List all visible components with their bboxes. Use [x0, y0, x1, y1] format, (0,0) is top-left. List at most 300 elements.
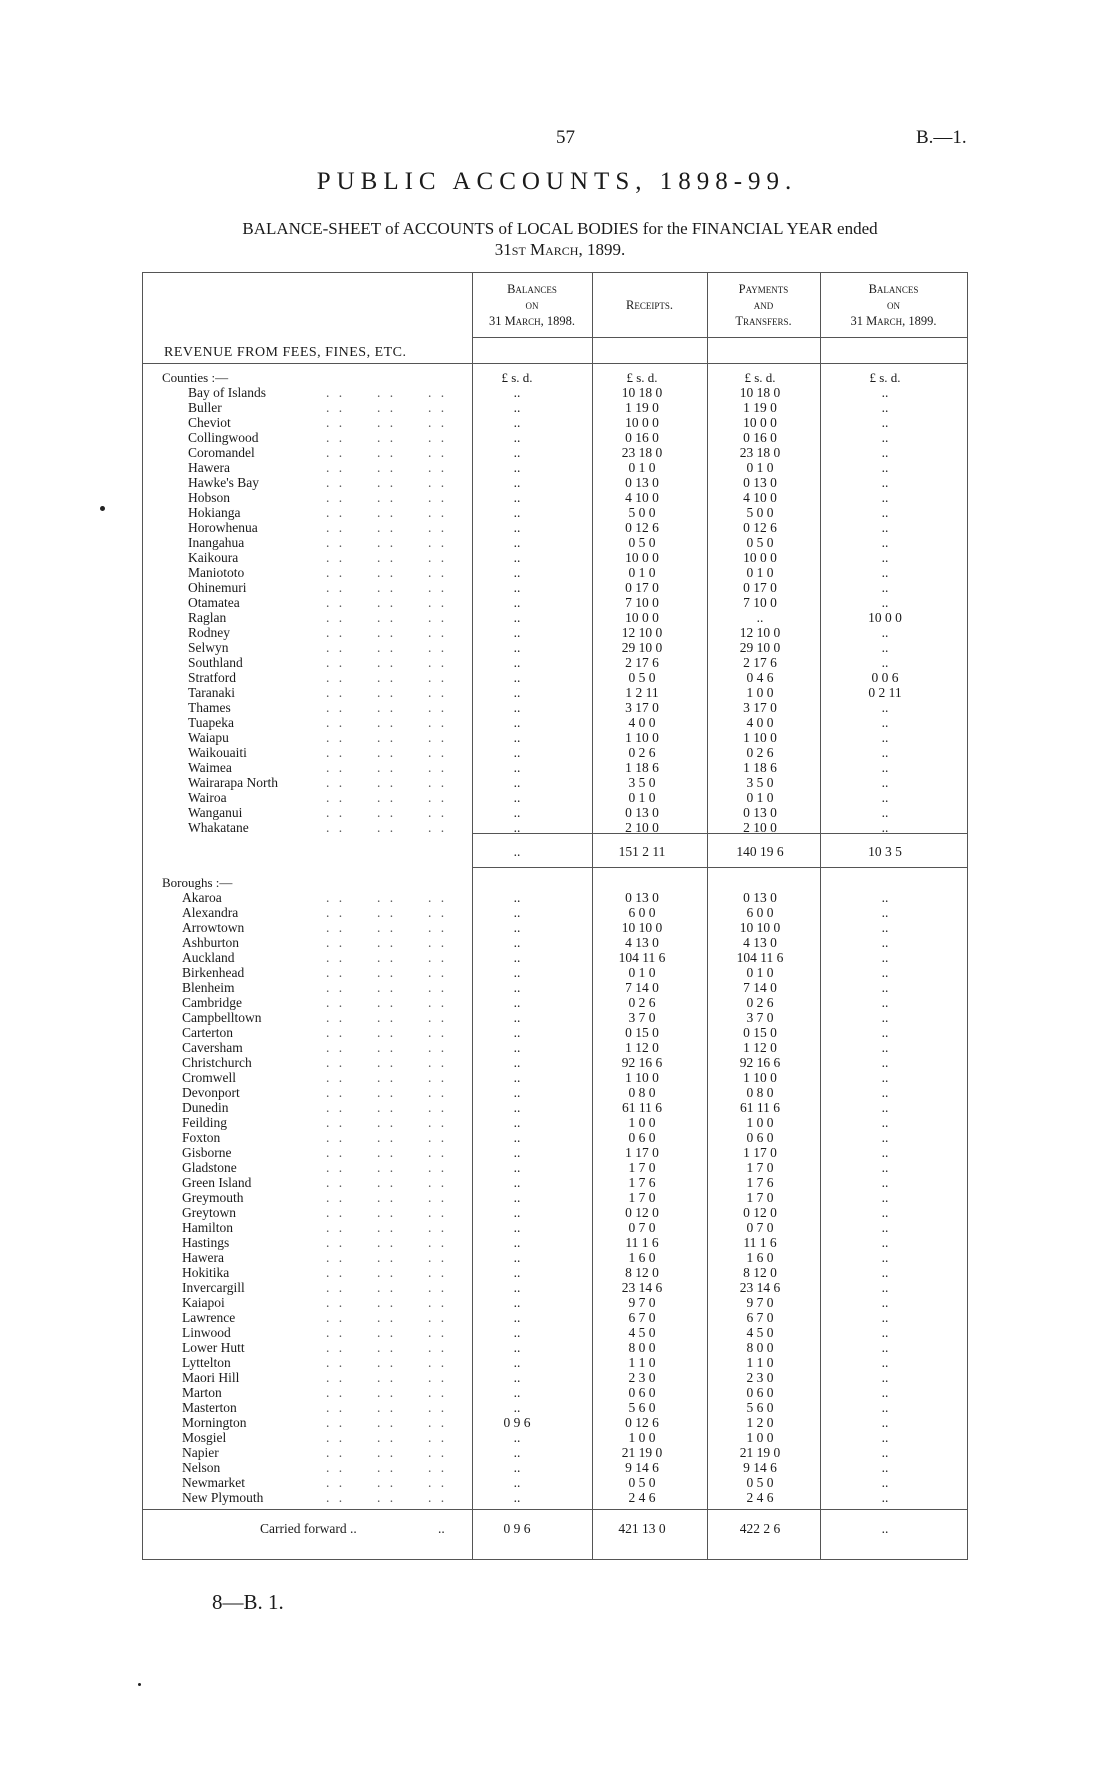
row-name: Masterton — [182, 1400, 237, 1415]
leader-dots: . . . . . . — [326, 655, 448, 670]
balance-1898-cell: .. — [513, 565, 521, 580]
header-rule — [472, 337, 968, 338]
table-row — [142, 625, 968, 640]
leader-dots: . . . . . . — [326, 1235, 448, 1250]
balance-1899-cell: .. — [881, 1115, 889, 1130]
receipts-cell: 10 0 0 — [625, 415, 659, 430]
leader-dots: . . . . . . — [326, 1085, 448, 1100]
payments-cell: 7 10 0 — [743, 595, 777, 610]
leader-dots: . . . . . . — [326, 1325, 448, 1340]
balance-1899-cell: .. — [881, 1100, 889, 1115]
balance-1899-cell: .. — [881, 385, 889, 400]
receipts-cell: 6 7 0 — [628, 1310, 656, 1325]
table-row — [142, 1250, 968, 1265]
table-row — [142, 790, 968, 805]
balance-1899-cell: .. — [881, 475, 889, 490]
receipts-cell: 12 10 0 — [621, 625, 663, 640]
balance-1899-cell: .. — [881, 1085, 889, 1100]
leader-dots: . . . . . . — [326, 805, 448, 820]
payments-cell: 1 12 0 — [743, 1040, 777, 1055]
table-row — [142, 715, 968, 730]
receipts-cell: 0 5 0 — [628, 535, 656, 550]
balance-1898-cell: .. — [513, 1025, 521, 1040]
row-name: Rodney — [188, 625, 230, 640]
receipts-cell: 2 4 6 — [628, 1490, 656, 1505]
row-name: Newmarket — [182, 1475, 245, 1490]
balance-1898-cell: .. — [513, 1385, 521, 1400]
payments-cell: 0 5 0 — [746, 1475, 774, 1490]
row-name: Dunedin — [182, 1100, 229, 1115]
payments-cell: 6 7 0 — [746, 1310, 774, 1325]
balance-1899-cell: .. — [881, 1325, 889, 1340]
receipts-cell: 2 17 6 — [625, 655, 659, 670]
subtitle-line-1: BALANCE-SHEET of ACCOUNTS of LOCAL BODIES for the FINANCIAL YEAR ended — [242, 219, 878, 238]
table-row — [142, 980, 968, 995]
units-label: £ s. d. — [744, 370, 776, 385]
payments-cell: 1 10 0 — [743, 730, 777, 745]
balance-1899-cell: .. — [881, 775, 889, 790]
row-name: Kaikoura — [188, 550, 239, 565]
receipts-cell: 3 5 0 — [628, 775, 656, 790]
row-name: Hawera — [188, 460, 230, 475]
balance-1899-cell: .. — [881, 1415, 889, 1430]
row-name: Mornington — [182, 1415, 247, 1430]
balance-1899-cell: .. — [881, 1475, 889, 1490]
leader-dots: . . . . . . — [326, 1115, 448, 1130]
table-row — [142, 1280, 968, 1295]
leader-dots: . . . . . . — [326, 475, 448, 490]
balance-1899-cell: .. — [881, 1190, 889, 1205]
balance-1898-cell: .. — [513, 1370, 521, 1385]
payments-cell: 10 0 0 — [743, 415, 777, 430]
receipts-cell: 7 14 0 — [625, 980, 659, 995]
balance-1898-cell: .. — [513, 1190, 521, 1205]
row-name: Greytown — [182, 1205, 236, 1220]
payments-cell: 104 11 6 — [736, 950, 784, 965]
leader-dots: . . . . . . — [326, 535, 448, 550]
table-row — [142, 1130, 968, 1145]
receipts-cell: 21 19 0 — [621, 1445, 663, 1460]
leader-dots: . . . . . . — [326, 1415, 448, 1430]
leader-dots: . . . . . . — [326, 685, 448, 700]
balance-1898-cell: .. — [513, 790, 521, 805]
row-name: Hawera — [182, 1250, 224, 1265]
leader-dots: . . . . . . — [326, 950, 448, 965]
payments-cell: 4 5 0 — [746, 1325, 774, 1340]
payments-cell: 0 15 0 — [743, 1025, 777, 1040]
table-row — [142, 1310, 968, 1325]
table-row — [142, 1115, 968, 1130]
leader-dots: . . . . . . — [326, 1490, 448, 1505]
leader-dots: . . . . . . — [326, 935, 448, 950]
balance-1898-cell: .. — [513, 700, 521, 715]
footer-ref: 8—B. 1. — [212, 1590, 284, 1614]
payments-cell: 21 19 0 — [739, 1445, 781, 1460]
payments-cell: 7 14 0 — [743, 980, 777, 995]
leader-dots: . . . . . . — [326, 1025, 448, 1040]
row-name: Whakatane — [188, 820, 249, 835]
ink-speck — [100, 506, 105, 511]
page-title: PUBLIC ACCOUNTS, 1898-99. — [316, 168, 798, 195]
balance-1899-cell: .. — [881, 430, 889, 445]
payments-cell: 8 0 0 — [746, 1340, 774, 1355]
balance-1899-cell: 10 0 0 — [868, 610, 902, 625]
payments-cell: 6 0 0 — [746, 905, 774, 920]
boroughs-heading: Boroughs :— — [162, 875, 233, 890]
row-name: Hobson — [188, 490, 231, 505]
balance-1898-cell: .. — [513, 1220, 521, 1235]
receipts-cell: 11 1 6 — [625, 1235, 659, 1250]
payments-cell: 0 1 0 — [746, 790, 774, 805]
row-name: Devonport — [182, 1085, 240, 1100]
table-row — [142, 1355, 968, 1370]
balance-1898-cell: .. — [513, 1325, 521, 1340]
payments-cell: 0 13 0 — [743, 805, 777, 820]
balance-1898-cell: .. — [513, 655, 521, 670]
row-name: Birkenhead — [182, 965, 245, 980]
receipts-cell: 1 2 11 — [625, 685, 659, 700]
receipts-cell: 9 7 0 — [628, 1295, 656, 1310]
header-payments-transfers: Payments and Transfers. — [735, 282, 792, 328]
receipts-cell: 4 13 0 — [625, 935, 659, 950]
revenue-label: REVENUE FROM FEES, FINES, ETC. — [164, 345, 407, 360]
receipts-cell: 0 12 0 — [625, 1205, 659, 1220]
table-row — [142, 535, 968, 550]
payments-cell: .. — [756, 610, 764, 625]
balance-1898-cell: .. — [513, 1295, 521, 1310]
receipts-cell: 0 1 0 — [628, 565, 656, 580]
row-name: Carterton — [182, 1025, 233, 1040]
carried-forward-cell: 421 13 0 — [618, 1521, 666, 1536]
receipts-cell: 0 12 6 — [625, 1415, 659, 1430]
payments-cell: 4 10 0 — [743, 490, 777, 505]
balance-1899-cell: .. — [881, 1340, 889, 1355]
balance-1899-cell: .. — [881, 520, 889, 535]
receipts-cell: 23 18 0 — [621, 445, 663, 460]
table-row — [142, 685, 968, 700]
balance-1899-cell: .. — [881, 935, 889, 950]
table-row — [142, 745, 968, 760]
balance-1898-cell: .. — [513, 1400, 521, 1415]
payments-cell: 1 19 0 — [743, 400, 777, 415]
balance-1899-cell: .. — [881, 415, 889, 430]
subtitle-line-2: 31st March, 1899. — [494, 240, 626, 259]
balance-1898-cell: .. — [513, 1115, 521, 1130]
receipts-cell: 5 6 0 — [628, 1400, 656, 1415]
balance-1899-cell: .. — [881, 505, 889, 520]
leader-dots: . . . . . . — [326, 1370, 448, 1385]
row-name: Gisborne — [182, 1145, 232, 1160]
header-receipts: Receipts. — [626, 298, 673, 312]
table-row — [142, 760, 968, 775]
leader-dots: . . . . . . — [326, 1295, 448, 1310]
payments-cell: 0 13 0 — [743, 475, 777, 490]
balance-1898-cell: .. — [513, 1145, 521, 1160]
row-name: Raglan — [188, 610, 227, 625]
row-name: Collingwood — [188, 430, 259, 445]
row-name: Kaiapoi — [182, 1295, 225, 1310]
row-name: Horowhenua — [188, 520, 258, 535]
payments-cell: 0 8 0 — [746, 1085, 774, 1100]
row-name: Cheviot — [188, 415, 231, 430]
balance-1898-cell: .. — [513, 1310, 521, 1325]
table-row — [142, 1175, 968, 1190]
table-row — [142, 580, 968, 595]
leader-dots: . . . . . . — [326, 1160, 448, 1175]
table-row — [142, 805, 968, 820]
table-row — [142, 1145, 968, 1160]
receipts-cell: 8 12 0 — [625, 1265, 659, 1280]
payments-cell: 10 0 0 — [743, 550, 777, 565]
receipts-cell: 1 10 0 — [625, 1070, 659, 1085]
row-name: Lower Hutt — [182, 1340, 245, 1355]
receipts-cell: 1 0 0 — [628, 1115, 656, 1130]
balance-1898-cell: .. — [513, 760, 521, 775]
payments-cell: 23 14 6 — [739, 1280, 781, 1295]
balance-1899-cell: 0 2 11 — [868, 685, 902, 700]
row-name: Coromandel — [188, 445, 255, 460]
payments-cell: 2 4 6 — [746, 1490, 774, 1505]
receipts-cell: 0 2 6 — [628, 745, 656, 760]
balance-1899-cell: .. — [881, 1235, 889, 1250]
counties-total-row — [142, 844, 968, 859]
balance-1898-cell: .. — [513, 775, 521, 790]
balance-1899-cell: .. — [881, 1370, 889, 1385]
leader-dots: . . . . . . — [326, 1355, 448, 1370]
balance-1898-cell: .. — [513, 965, 521, 980]
units-label: £ s. d. — [626, 370, 658, 385]
receipts-cell: 8 0 0 — [628, 1340, 656, 1355]
payments-cell: 2 10 0 — [743, 820, 777, 835]
receipts-cell: 0 16 0 — [625, 430, 659, 445]
leader-dots: . . . . . . — [326, 430, 448, 445]
balance-1899-cell: .. — [881, 460, 889, 475]
row-name: Bay of Islands — [188, 385, 266, 400]
leader-dots: . . . . . . — [326, 610, 448, 625]
balance-1899-cell: .. — [881, 1445, 889, 1460]
row-name: Blenheim — [182, 980, 235, 995]
page-number: 57 — [556, 127, 575, 148]
leader-dots: . . . . . . — [326, 505, 448, 520]
table-row — [142, 1340, 968, 1355]
row-name: Arrowtown — [182, 920, 245, 935]
balance-1898-cell: .. — [513, 625, 521, 640]
counties-heading: Counties :— — [162, 370, 229, 385]
balance-1899-cell: .. — [881, 400, 889, 415]
balance-1899-cell: 0 0 6 — [871, 670, 899, 685]
balance-1899-cell: .. — [881, 580, 889, 595]
table-row — [142, 640, 968, 655]
row-name: Cromwell — [182, 1070, 236, 1085]
table-row — [142, 1490, 968, 1505]
payments-cell: 2 3 0 — [746, 1370, 774, 1385]
receipts-cell: 0 15 0 — [625, 1025, 659, 1040]
table-row — [142, 1295, 968, 1310]
leader-dots: . . . . . . — [326, 625, 448, 640]
payments-cell: 0 16 0 — [743, 430, 777, 445]
balance-1899-cell: .. — [881, 1490, 889, 1505]
balance-1898-cell: .. — [513, 820, 521, 835]
leader-dots: . . . . . . — [326, 980, 448, 995]
receipts-cell: 0 1 0 — [628, 965, 656, 980]
row-name: Ashburton — [182, 935, 239, 950]
payments-cell: 1 7 6 — [746, 1175, 774, 1190]
balance-1898-cell: .. — [513, 905, 521, 920]
table-row — [142, 505, 968, 520]
page-reference: B.—1. — [916, 127, 967, 148]
leader-dots: . . . . . . — [326, 445, 448, 460]
balance-1898-cell: .. — [513, 1100, 521, 1115]
table-row — [142, 1100, 968, 1115]
balance-1898-cell: .. — [513, 1085, 521, 1100]
row-name: Lyttelton — [182, 1355, 231, 1370]
row-name: Tuapeka — [188, 715, 234, 730]
balance-1899-cell: .. — [881, 1265, 889, 1280]
table-row — [142, 1370, 968, 1385]
payments-cell: 1 17 0 — [743, 1145, 777, 1160]
receipts-cell: 10 0 0 — [625, 550, 659, 565]
header-balances-1898: Balances on 31 March, 1898. — [488, 282, 576, 328]
row-name: Alexandra — [182, 905, 239, 920]
leader-dots: . . . . . . — [326, 520, 448, 535]
leader-dots: . . . . . . — [326, 905, 448, 920]
payments-cell: 3 7 0 — [746, 1010, 774, 1025]
payments-cell: 10 18 0 — [739, 385, 781, 400]
leader-dots: . . . . . . — [326, 385, 448, 400]
payments-cell: 1 1 0 — [746, 1355, 774, 1370]
payments-cell: 3 5 0 — [746, 775, 774, 790]
row-name: Foxton — [182, 1130, 221, 1145]
balance-1899-cell: .. — [881, 1250, 889, 1265]
leader-dots: . . . . . . — [326, 1190, 448, 1205]
payments-cell: 1 0 0 — [746, 1430, 774, 1445]
balance-1898-cell: .. — [513, 1160, 521, 1175]
leader-dots: . . . . . . — [326, 1220, 448, 1235]
leader-dots: . . . . . . — [326, 1040, 448, 1055]
balance-1899-cell: .. — [881, 1310, 889, 1325]
balance-1898-cell: .. — [513, 1460, 521, 1475]
page-subtitle — [140, 218, 980, 260]
payments-cell: 5 6 0 — [746, 1400, 774, 1415]
row-name: Wairarapa North — [188, 775, 278, 790]
balance-1898-cell: .. — [513, 1475, 521, 1490]
payments-cell: 4 13 0 — [743, 935, 777, 950]
balance-1898-cell: .. — [513, 1175, 521, 1190]
row-name: Selwyn — [188, 640, 229, 655]
row-name: New Plymouth — [182, 1490, 264, 1505]
table-row — [142, 1220, 968, 1235]
leader-dots: . . . . . . — [326, 1145, 448, 1160]
payments-cell: 1 0 0 — [746, 1115, 774, 1130]
payments-cell: 8 12 0 — [743, 1265, 777, 1280]
receipts-cell: 2 3 0 — [628, 1370, 656, 1385]
units-row — [142, 370, 968, 385]
leader-dots: . . . . . . — [326, 1055, 448, 1070]
balance-1898-cell: .. — [513, 1445, 521, 1460]
balance-1899-cell: .. — [881, 550, 889, 565]
leader-dots: . . . . . . — [326, 1310, 448, 1325]
leader-dots: . . . . . . — [326, 460, 448, 475]
balance-1898-cell: .. — [513, 935, 521, 950]
receipts-cell: 1 12 0 — [625, 1040, 659, 1055]
row-name: Hokitika — [182, 1265, 230, 1280]
balance-1899-cell: .. — [881, 790, 889, 805]
table-row — [142, 1460, 968, 1475]
receipts-cell: 1 7 0 — [628, 1160, 656, 1175]
receipts-cell: 10 0 0 — [625, 610, 659, 625]
leader-dots: . . . . . . — [326, 820, 448, 835]
table-row — [142, 655, 968, 670]
balance-1898-cell: .. — [513, 995, 521, 1010]
balance-1898-cell: .. — [513, 1055, 521, 1070]
balance-1899-cell: .. — [881, 1055, 889, 1070]
balance-1899-cell: .. — [881, 655, 889, 670]
units-label: £ s. d. — [869, 370, 901, 385]
leader-dots: . . . . . . — [326, 920, 448, 935]
row-name: Ohinemuri — [188, 580, 247, 595]
receipts-cell: 23 14 6 — [621, 1280, 663, 1295]
row-name: Linwood — [182, 1325, 231, 1340]
receipts-cell: 0 1 0 — [628, 460, 656, 475]
payments-cell: 9 14 6 — [743, 1460, 777, 1475]
receipts-cell: 4 10 0 — [625, 490, 659, 505]
balance-1898-cell: .. — [513, 890, 521, 905]
receipts-cell: 1 0 0 — [628, 1430, 656, 1445]
row-name: Caversham — [182, 1040, 243, 1055]
balance-1899-cell: .. — [881, 820, 889, 835]
receipts-cell: 10 18 0 — [621, 385, 663, 400]
balance-1899-cell: .. — [881, 1460, 889, 1475]
balance-1898-cell: .. — [513, 475, 521, 490]
leader-dots: . . . . . . — [326, 1250, 448, 1265]
header-balances-1899: Balances on 31 March, 1899. — [850, 282, 937, 328]
table-row — [142, 730, 968, 745]
balance-1898-cell: .. — [513, 805, 521, 820]
leader-dots: . . . . . . — [326, 550, 448, 565]
leader-dots: . . . . . . — [326, 1445, 448, 1460]
balance-1898-cell: .. — [513, 1010, 521, 1025]
leader-dots: . . . . . . — [326, 1100, 448, 1115]
table-row — [142, 565, 968, 580]
table-row — [142, 700, 968, 715]
table-row — [142, 965, 968, 980]
leader-dots: . . . . . . — [326, 1205, 448, 1220]
balance-1898-cell: .. — [513, 1040, 521, 1055]
receipts-cell: 0 13 0 — [625, 805, 659, 820]
receipts-cell: 3 7 0 — [628, 1010, 656, 1025]
leader-dots: . . . . . . — [326, 1130, 448, 1145]
receipts-cell: 2 10 0 — [625, 820, 659, 835]
table-row — [142, 1445, 968, 1460]
balance-1898-cell: .. — [513, 920, 521, 935]
payments-cell: 1 7 0 — [746, 1160, 774, 1175]
leader-dots: . . . . . . — [326, 670, 448, 685]
balance-1899-cell: .. — [881, 1355, 889, 1370]
table-row — [142, 1160, 968, 1175]
receipts-cell: 1 18 6 — [625, 760, 659, 775]
ink-speck — [138, 1683, 141, 1686]
row-name: Waikouaiti — [188, 745, 247, 760]
balance-1898-cell: .. — [513, 595, 521, 610]
receipts-cell: 0 6 0 — [628, 1130, 656, 1145]
table-row — [142, 1400, 968, 1415]
balance-1898-cell: .. — [513, 745, 521, 760]
balance-1899-cell: .. — [881, 730, 889, 745]
balance-1899-cell: .. — [881, 1175, 889, 1190]
receipts-cell: 1 7 6 — [628, 1175, 656, 1190]
balance-1898-cell: .. — [513, 1280, 521, 1295]
balance-1898-cell: .. — [513, 520, 521, 535]
